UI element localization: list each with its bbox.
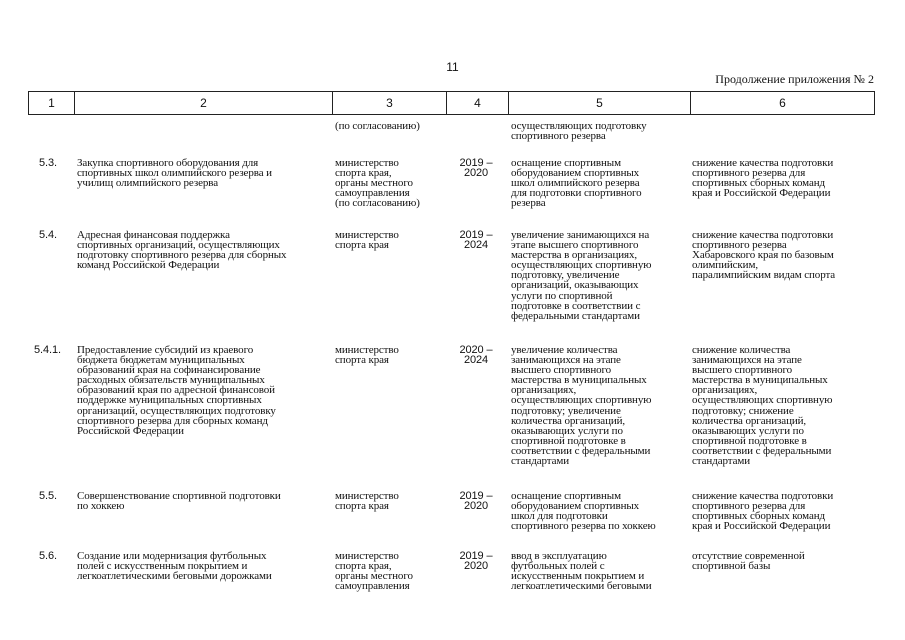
row-number: 5.5. [39, 490, 57, 502]
period: 2019 – 2020 [459, 550, 493, 573]
expected-result: оснащение спортивным оборудованием спортивных школ олимпийского резерва для подготовки спортивного резерва [511, 157, 642, 210]
executor: министерство спорта края, органы местного самоуправления (по согласованию) [335, 157, 420, 210]
expected-result: увеличение занимающихся на этапе высшего спортивного мастерства в организациях, осуществляющих спортивную подготовку, увеличение организаций, оказывающих услуги по спортивной подготовке в соответствии с федеральными стандартами [511, 229, 652, 322]
carryover-result: осуществляющих подготовку спортивного резерва [511, 120, 647, 143]
consequence: снижение качества подготовки спортивного резерва для спортивных сборных команд края и Российской Федерации [692, 157, 834, 200]
column-4-header: 4 [447, 92, 509, 115]
consequence: отсутствие современной спортивной базы [692, 550, 805, 573]
consequence: снижение качества подготовки спортивного резерва для спортивных сборных команд края и Российской Федерации [692, 490, 834, 533]
period: 2019 – 2020 [459, 157, 493, 180]
row-number: 5.4. [39, 229, 57, 241]
row-number: 5.6. [39, 550, 57, 562]
column-6-header: 6 [691, 92, 875, 115]
period: 2019 – 2024 [459, 229, 493, 252]
consequence: снижение количества занимающихся на этапе высшего спортивного мастерства в муниципальных организациях, осуществляющих спортивную подготовку; снижение количества организаций, оказывающих услуги по спортивной подготовке в соответствии с федеральными стандартами [692, 344, 833, 468]
activity-name: Закупка спортивного оборудования для спортивных школ олимпийского резерва и училищ олимпийского резерва [77, 157, 272, 190]
period: 2019 – 2020 [459, 490, 493, 513]
continuation-label: Продолжение приложения № 2 [715, 72, 874, 86]
expected-result: оснащение спортивным оборудованием спортивных школ для подготовки спортивного резерва по хоккею [511, 490, 656, 533]
expected-result: ввод в эксплуатацию футбольных полей с искусственным покрытием и легкоатлетическими беговыми [511, 550, 652, 593]
carryover-executor: (по согласованию) [335, 120, 420, 132]
consequence: снижение качества подготовки спортивного резерва Хабаровского края по базовым олимпийским, паралимпийским видам спорта [692, 229, 836, 282]
executor: министерство спорта края [335, 229, 399, 252]
row-number: 5.4.1. [34, 344, 61, 356]
activity-name: Адресная финансовая поддержка спортивных организаций, осуществляющих подготовку спортивного резерва для сборных команд Российской Федерации [77, 229, 287, 272]
column-1-header: 1 [29, 92, 75, 115]
executor: министерство спорта края, органы местного самоуправления [335, 550, 413, 593]
column-5-header: 5 [509, 92, 691, 115]
column-2-header: 2 [75, 92, 333, 115]
column-3-header: 3 [333, 92, 447, 115]
activity-name: Предоставление субсидий из краевого бюджета бюджетам муниципальных образований края на софинансирование расходных обязательств муниципальных образований края по адресной финансовой поддержке муниципальных спортивных организаций, осуществляющих подготовку спортивного резерва для сборных команд Российской Федерации [77, 344, 276, 437]
column-number-header [28, 91, 875, 115]
period: 2020 – 2024 [459, 344, 493, 367]
expected-result: увеличение количества занимающихся на этапе высшего спортивного мастерства в муниципальных организациях, осуществляющих спортивную подготовку; увеличение количества организаций, оказывающих услуги по спортивной подготовке в соответствии с федеральными стандартами [511, 344, 652, 468]
activity-name: Создание или модернизация футбольных полей с искусственным покрытием и легкоатлетическими беговыми дорожками [77, 550, 272, 583]
page-number: 11 [446, 60, 459, 74]
executor: министерство спорта края [335, 490, 399, 513]
activity-name: Совершенствование спортивной подготовки по хоккею [77, 490, 281, 513]
executor: министерство спорта края [335, 344, 399, 367]
row-number: 5.3. [39, 157, 57, 169]
